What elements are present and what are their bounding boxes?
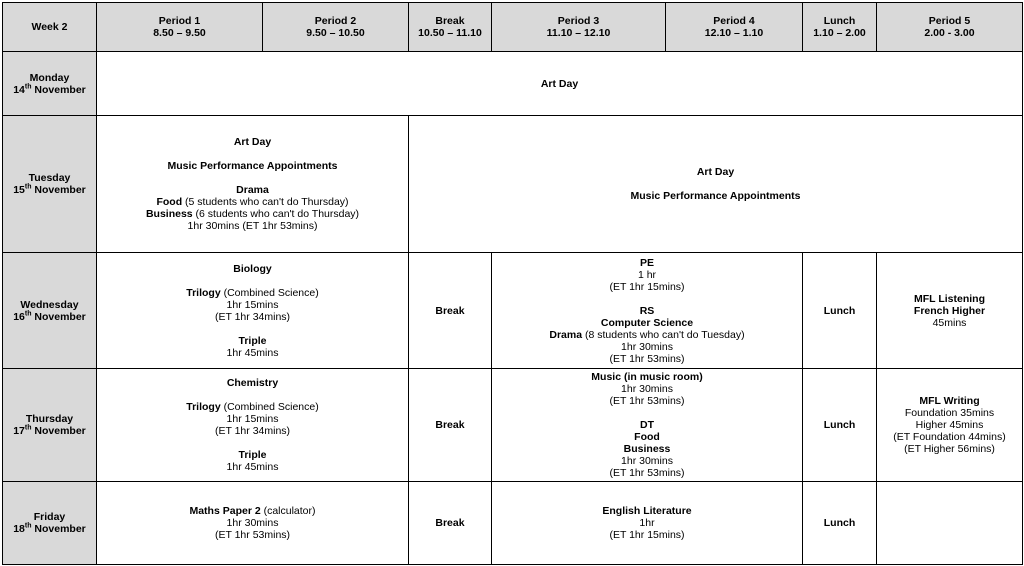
thursday-break: Break bbox=[409, 369, 492, 482]
period-5-header: Period 5 2.00 - 3.00 bbox=[877, 3, 1023, 52]
thursday-period-5-cell: MFL Writing Foundation 35mins Higher 45mins (ET Foundation 44mins) (ET Higher 56mins) bbox=[877, 369, 1023, 482]
wednesday-row bbox=[3, 253, 1023, 369]
friday-midday-cell: English Literature 1hr (ET 1hr 15mins) bbox=[492, 482, 803, 565]
wednesday-break: Break bbox=[409, 253, 492, 369]
thursday-row bbox=[3, 369, 1023, 482]
wednesday-lunch: Lunch bbox=[803, 253, 877, 369]
tuesday-morning-cell: Art Day Music Performance Appointments Drama Food (5 students who can't do Thursday) Business (6 students who can't do Thursday) 1hr 30mins (ET 1hr 53mins) bbox=[97, 116, 409, 253]
period-4-header: Period 4 12.10 – 1.10 bbox=[666, 3, 803, 52]
period-2-header: Period 2 9.50 – 10.50 bbox=[263, 3, 409, 52]
wednesday-morning-cell: Biology Trilogy (Combined Science) 1hr 15mins (ET 1hr 34mins) Triple 1hr 45mins bbox=[97, 253, 409, 369]
exam-timetable bbox=[2, 2, 1023, 565]
friday-row bbox=[3, 482, 1023, 565]
day-label-thursday: Thursday 17th November bbox=[3, 369, 97, 482]
tuesday-afternoon-cell: Art Day Music Performance Appointments bbox=[409, 116, 1023, 253]
week-label: Week 2 bbox=[3, 3, 97, 52]
header-row bbox=[3, 3, 1023, 52]
wednesday-period-5-cell: MFL Listening French Higher 45mins bbox=[877, 253, 1023, 369]
day-label-wednesday: Wednesday 16th November bbox=[3, 253, 97, 369]
day-label-friday: Friday 18th November bbox=[3, 482, 97, 565]
wednesday-midday-cell: PE 1 hr (ET 1hr 15mins) RS Computer Science Drama (8 students who can't do Tuesday) 1hr 30mins (ET 1hr 53mins) bbox=[492, 253, 803, 369]
day-label-tuesday: Tuesday 15th November bbox=[3, 116, 97, 253]
thursday-lunch: Lunch bbox=[803, 369, 877, 482]
friday-lunch: Lunch bbox=[803, 482, 877, 565]
monday-all-day: Art Day bbox=[97, 52, 1023, 116]
thursday-morning-cell: Chemistry Trilogy (Combined Science) 1hr 15mins (ET 1hr 34mins) Triple 1hr 45mins bbox=[97, 369, 409, 482]
lunch-header: Lunch 1.10 – 2.00 bbox=[803, 3, 877, 52]
break-header: Break 10.50 – 11.10 bbox=[409, 3, 492, 52]
day-label-monday: Monday 14th November bbox=[3, 52, 97, 116]
period-1-header: Period 1 8.50 – 9.50 bbox=[97, 3, 263, 52]
friday-period-5-cell bbox=[877, 482, 1023, 565]
thursday-midday-cell: Music (in music room) 1hr 30mins (ET 1hr 53mins) DT Food Business 1hr 30mins (ET 1hr 53mins) bbox=[492, 369, 803, 482]
friday-break: Break bbox=[409, 482, 492, 565]
tuesday-row bbox=[3, 116, 1023, 253]
period-3-header: Period 3 11.10 – 12.10 bbox=[492, 3, 666, 52]
friday-morning-cell: Maths Paper 2 (calculator) 1hr 30mins (ET 1hr 53mins) bbox=[97, 482, 409, 565]
monday-row bbox=[3, 52, 1023, 116]
